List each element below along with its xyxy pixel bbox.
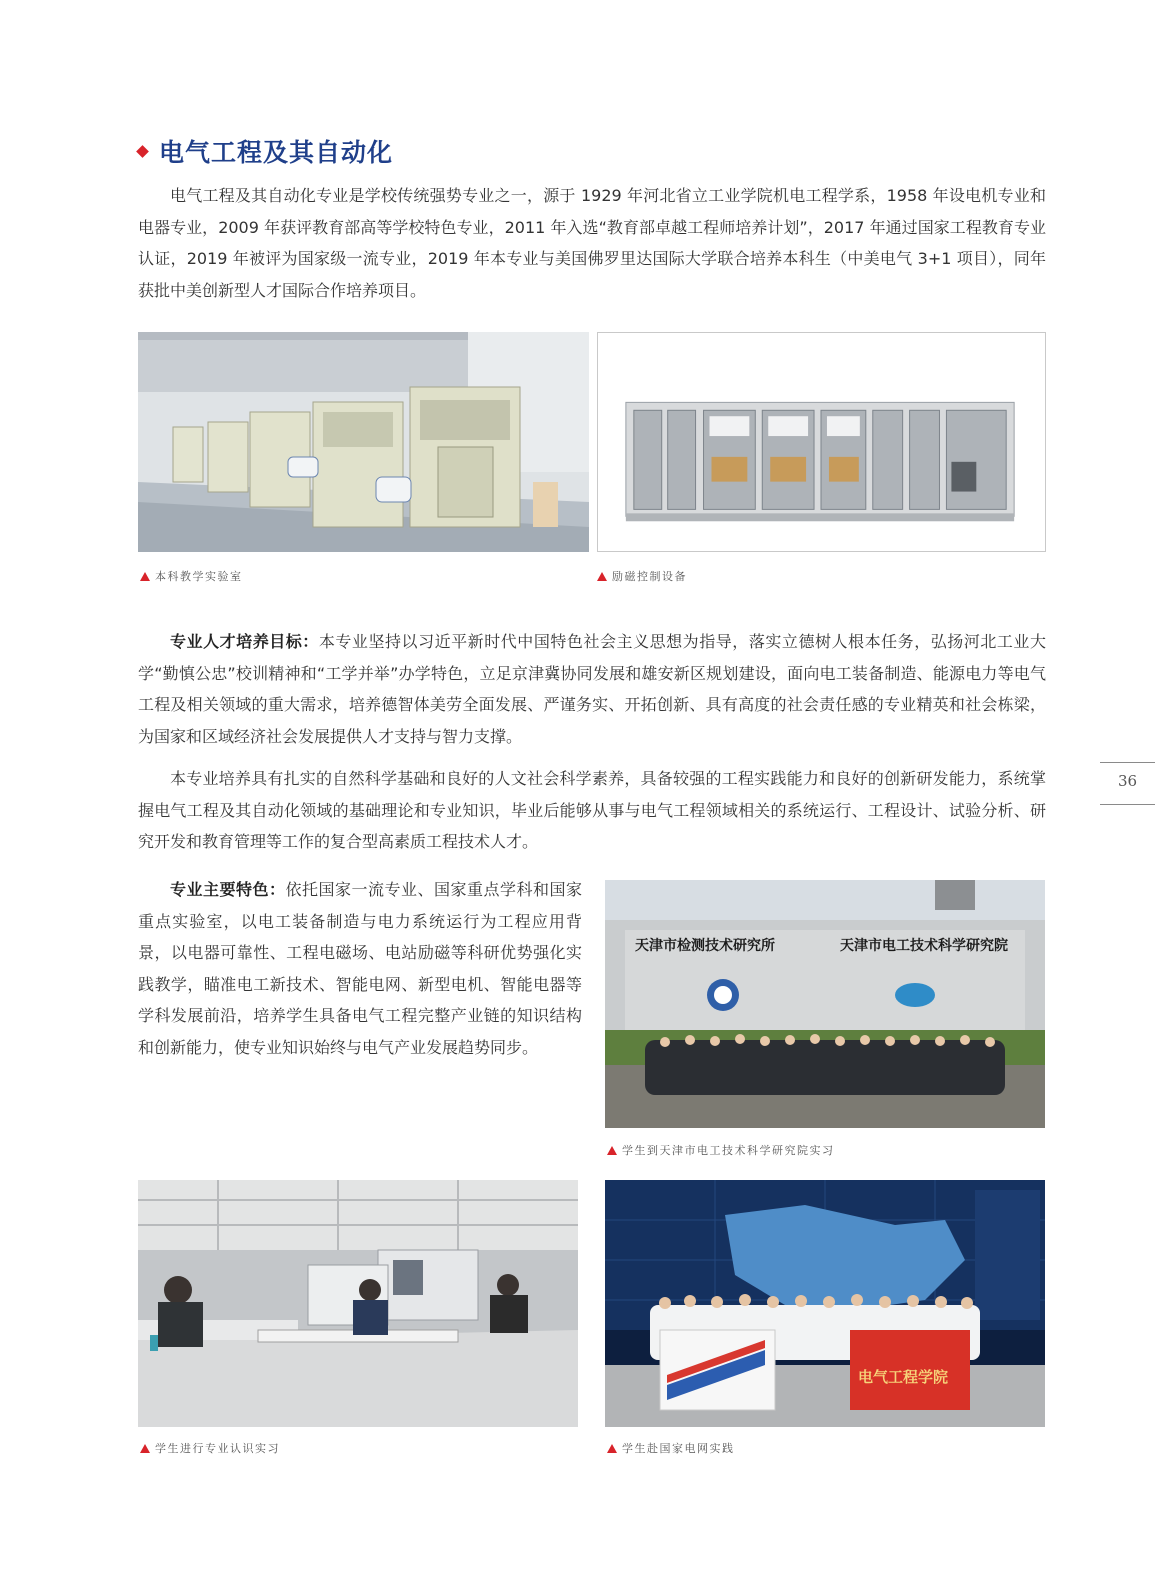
institute-caption-text: 学生到天津市电工技术科学研究院实习 [622,1144,835,1157]
practice-caption [140,1440,280,1456]
excitation-photo [597,332,1046,552]
triangle-marker-icon [607,1444,617,1453]
diamond-bullet-icon [136,145,149,158]
goal-text: 本专业坚持以习近平新时代中国特色社会主义思想为指导，落实立德树人根本任务，弘扬河北工业大学“勤慎公忠”校训精神和“工学并举”办学特色，立足京津冀协同发展和雄安新区规划建设，面向电工装备制造、能源电力等电气工程及相关领域的重大需求，培养德智体美劳全面发展、严谨务实、开拓创新、具有高度的社会责任感的专业精英和社会栋梁，为国家和区域经济社会发展提供人才支持与智力支撑。 [138,632,1046,746]
page-number: 36 [1117,772,1138,790]
lab-photo [138,332,589,552]
page-number-rule-bottom [1100,804,1155,805]
excitation-caption [597,568,687,584]
features-paragraph [138,874,582,1063]
lab-caption-text: 本科教学实验室 [155,570,243,583]
goal-label: 专业人才培养目标： [170,632,319,651]
grid-photo [605,1180,1045,1427]
practice-photo [138,1180,578,1427]
lab-caption [140,568,243,584]
grid-caption [607,1440,735,1456]
triangle-marker-icon [597,572,607,581]
institute-sign-right: 天津市电工技术科学研究院 [840,938,1008,954]
grid-banner: 电气工程学院 [858,1368,949,1386]
features-label: 专业主要特色： [170,880,286,899]
grid-caption-text: 学生赴国家电网实践 [622,1442,735,1455]
section-heading [138,136,393,166]
intro-paragraph: 电气工程及其自动化专业是学校传统强势专业之一，源于 1929 年河北省立工业学院机电工程学系，1958 年设电机专业和电器专业，2009 年获评教育部高等学校特色专业，2011 年入选“教育部卓越工程师培养计划”，2017 年通过国家工程教育专业认证，2019 年被评为国家级一流专业，2019 年本专业与美国佛罗里达国际大学联合培养本科生（中美电气 3+1 项目），同年获批中美创新型人才国际合作培养项目。 [138,186,1046,300]
training-paragraph: 本专业培养具有扎实的自然科学基础和良好的人文社会科学素养，具备较强的工程实践能力和良好的创新研发能力，系统掌握电气工程及其自动化领域的基础理论和专业知识，毕业后能够从事与电气工程领域相关的系统运行、工程设计、试验分析、研究开发和教育管理等工作的复合型高素质工程技术人才。 [138,769,1046,851]
triangle-marker-icon [140,572,150,581]
triangle-marker-icon [607,1146,617,1155]
goal-paragraph [138,626,1046,752]
section-title: 电气工程及其自动化 [159,138,394,167]
triangle-marker-icon [140,1444,150,1453]
institute-caption [607,1142,835,1158]
features-text: 依托国家一流专业、国家重点学科和国家重点实验室，以电工装备制造与电力系统运行为工程应用背景，以电器可靠性、工程电磁场、电站励磁等科研优势强化实践教学，瞄准电工新技术、智能电网、新型电机、智能电器等学科发展前沿，培养学生具备电气工程完整产业链的知识结构和创新能力，使专业知识始终与电气产业发展趋势同步。 [138,880,582,1057]
institute-photo [605,880,1045,1128]
excitation-caption-text: 励磁控制设备 [612,570,687,583]
institute-sign-left: 天津市检测技术研究所 [635,938,775,954]
practice-caption-text: 学生进行专业认识实习 [155,1442,280,1455]
page-number-rule-top [1100,762,1155,763]
